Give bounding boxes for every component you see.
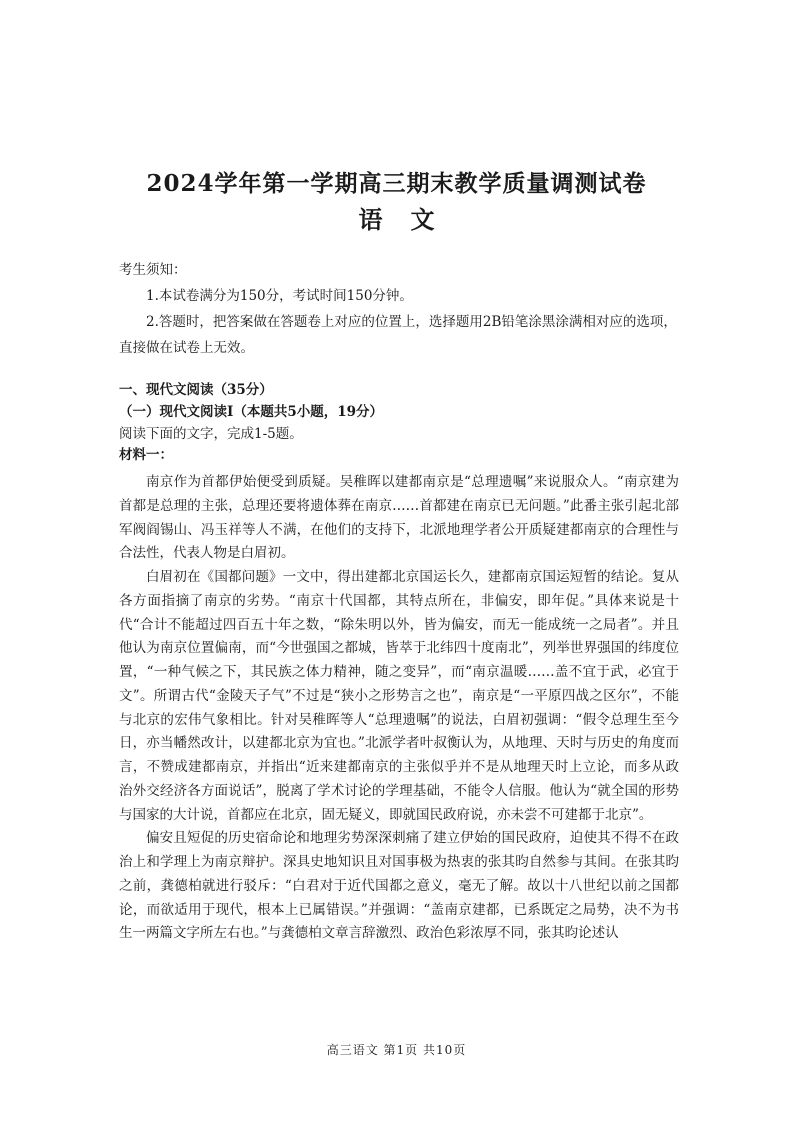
notice-heading: 考生须知：	[119, 262, 187, 278]
exam-notice	[119, 257, 679, 361]
paragraph-2: 白眉初在《国都问题》一文中，得出建都北京国运长久，建都南京国运短暂的结论。复从各方面指摘了南京的劣势。“南京十代国都，其特点所在，非偏安，即年促。”具体来说是十代“合计不能超过四百五十年之数，“除朱明以外，皆为偏安，而无一能成统一之局者”。并且他认为南京位置偏南，而“今世强国之都城，皆萃于北纬四十度南北”，列举世界强国的纬度位置，“一种气候之下，其民族之体力精神，随之变异”，而“南京温暖……盖不宜于武，必宜于文”。所谓古代“金陵天子气”不过是“狭小之形势言之也”，南京是“一平原四战之区尔”，不能与北京的宏伟气象相比。针对吴稚晖等人“总理遗嘱”的说法，白眉初强调：“假令总理生至今日，亦当幡然改计，以建都北京为宜也。”北派学者叶叔衡认为，从地理、天时与历史的角度而言，不赞成建都南京，并指出“近来建都南京的主张似乎并不是从地理天时上立论，而多从政治外交经济各方面说话”，脱离了学术讨论的学理基础，不能令人信服。他认为“就全国的形势与国家的大计说，首都应在北京，固无疑义，即就国民政府说，亦未尝不可建都于北京”。	[119, 569, 679, 823]
paragraph-3: 偏安且短促的历史宿命论和地理劣势深深刺痛了建立伊始的国民政府，迫使其不得不在政治上和学理上为南京辩护。深具史地知识且对国事极为热衷的张其昀自然参与其间。在张其昀之前，龚德柏就进行驳斥：“白君对于近代国都之意义，毫无了解。故以十八世纪以前之国都论，而欲适用于现代，根本上已属错误。”并强调：“盖南京建都，已系既定之局势，决不为书生一两篇文字所左右也。”与龚德柏文章言辞激烈、政治色彩浓厚不同，张其昀论述认	[119, 830, 679, 942]
notice-item-1: 1.本试卷满分为150分，考试时间150分钟。	[146, 288, 413, 304]
instruction: 阅读下面的文字，完成1-5题。	[119, 426, 303, 442]
section-header	[119, 381, 679, 465]
reading-passage	[119, 471, 679, 946]
paragraph-1: 南京作为首都伊始便受到质疑。吴稚晖以建都南京是“总理遗嘱”来说服众人。“南京建为首都是总理的主张，总理还要将遗体葬在南京……首都建在南京已无问题。”此番主张引起北部军阀阎锡山、冯玉祥等人不满，在他们的支持下，北派地理学者公开质疑建都南京的合理性与合法性，代表人物是白眉初。	[119, 474, 679, 562]
part-title: 一、现代文阅读（35分）	[119, 382, 273, 398]
material-label: 材料一：	[119, 447, 173, 463]
page-footer: 高三语文 第1页 共10页	[326, 1043, 467, 1057]
exam-title: 2024学年第一学期高三期末教学质量调测试卷	[146, 170, 647, 197]
sub-title: （一）现代文阅读Ⅰ（本题共5小题，19分）	[119, 404, 383, 420]
notice-item-2: 2.答题时，把答案做在答题卷上对应的位置上，选择题用2B铅笔涂黑涂满相对应的选项，直接做在试卷上无效。	[119, 314, 677, 356]
subject-title: 语文	[358, 205, 463, 234]
